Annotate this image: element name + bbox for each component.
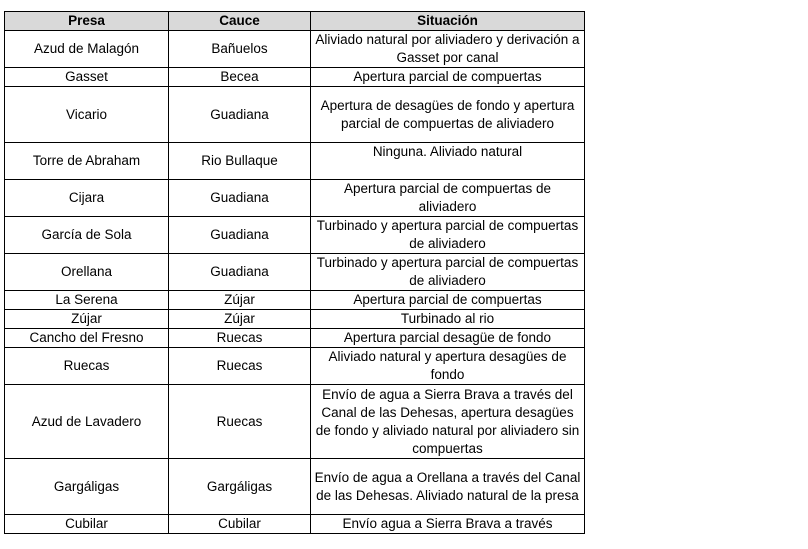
table-row	[5, 459, 585, 515]
table-row	[5, 217, 585, 254]
column-header-situacion: Situación	[311, 12, 585, 31]
column-header-presa: Presa	[5, 12, 169, 31]
table-row	[5, 31, 585, 68]
table-row	[5, 254, 585, 291]
cell-presa: La Serena	[5, 291, 169, 310]
reservoir-status-table	[4, 11, 585, 534]
table-row	[5, 310, 585, 329]
table-row	[5, 291, 585, 310]
cell-cauce: Ruecas	[169, 329, 311, 348]
table-row	[5, 180, 585, 217]
cell-presa: Zújar	[5, 310, 169, 329]
cell-cauce: Ruecas	[169, 385, 311, 459]
cell-situacion: Turbinado y apertura parcial de compuertas de aliviadero	[311, 254, 585, 291]
cell-cauce: Guadiana	[169, 180, 311, 217]
table-row	[5, 143, 585, 180]
cell-cauce: Becea	[169, 68, 311, 87]
cell-situacion: Ninguna. Aliviado natural	[311, 143, 585, 180]
cell-presa: Ruecas	[5, 348, 169, 385]
table-row	[5, 329, 585, 348]
cell-presa: Azud de Lavadero	[5, 385, 169, 459]
table-row	[5, 87, 585, 143]
cell-presa: Cijara	[5, 180, 169, 217]
table-row	[5, 348, 585, 385]
table-row	[5, 515, 585, 534]
cell-presa: García de Sola	[5, 217, 169, 254]
table-row	[5, 385, 585, 459]
cell-cauce: Bañuelos	[169, 31, 311, 68]
cell-presa: Gasset	[5, 68, 169, 87]
cell-situacion: Apertura parcial de compuertas	[311, 68, 585, 87]
cell-presa: Vicario	[5, 87, 169, 143]
cell-presa: Gargáligas	[5, 459, 169, 515]
cell-cauce: Zújar	[169, 291, 311, 310]
cell-cauce: Guadiana	[169, 254, 311, 291]
cell-situacion: Apertura parcial de compuertas	[311, 291, 585, 310]
cell-cauce: Ruecas	[169, 348, 311, 385]
cell-situacion: Apertura parcial desagüe de fondo	[311, 329, 585, 348]
cell-cauce: Zújar	[169, 310, 311, 329]
cell-presa: Cubilar	[5, 515, 169, 534]
cell-situacion: Envío agua a Sierra Brava a través	[311, 515, 585, 534]
cell-situacion: Apertura parcial de compuertas de aliviadero	[311, 180, 585, 217]
table-row	[5, 68, 585, 87]
cell-situacion: Apertura de desagües de fondo y apertura parcial de compuertas de aliviadero	[311, 87, 585, 143]
cell-presa: Orellana	[5, 254, 169, 291]
cell-situacion: Aliviado natural por aliviadero y derivación a Gasset por canal	[311, 31, 585, 68]
cell-cauce: Cubilar	[169, 515, 311, 534]
cell-presa: Azud de Malagón	[5, 31, 169, 68]
cell-situacion: Envío de agua a Sierra Brava a través del Canal de las Dehesas, apertura desagües de fondo y aliviado natural por aliviadero sin compuertas	[311, 385, 585, 459]
column-header-cauce: Cauce	[169, 12, 311, 31]
cell-situacion: Envío de agua a Orellana a través del Canal de las Dehesas. Aliviado natural de la presa	[311, 459, 585, 515]
cell-cauce: Guadiana	[169, 87, 311, 143]
cell-situacion: Turbinado y apertura parcial de compuertas de aliviadero	[311, 217, 585, 254]
cell-presa: Torre de Abraham	[5, 143, 169, 180]
table-header-row	[5, 12, 585, 31]
cell-situacion: Turbinado al rio	[311, 310, 585, 329]
cell-situacion: Aliviado natural y apertura desagües de fondo	[311, 348, 585, 385]
cell-cauce: Rio Bullaque	[169, 143, 311, 180]
cell-cauce: Guadiana	[169, 217, 311, 254]
cell-cauce: Gargáligas	[169, 459, 311, 515]
cell-presa: Cancho del Fresno	[5, 329, 169, 348]
